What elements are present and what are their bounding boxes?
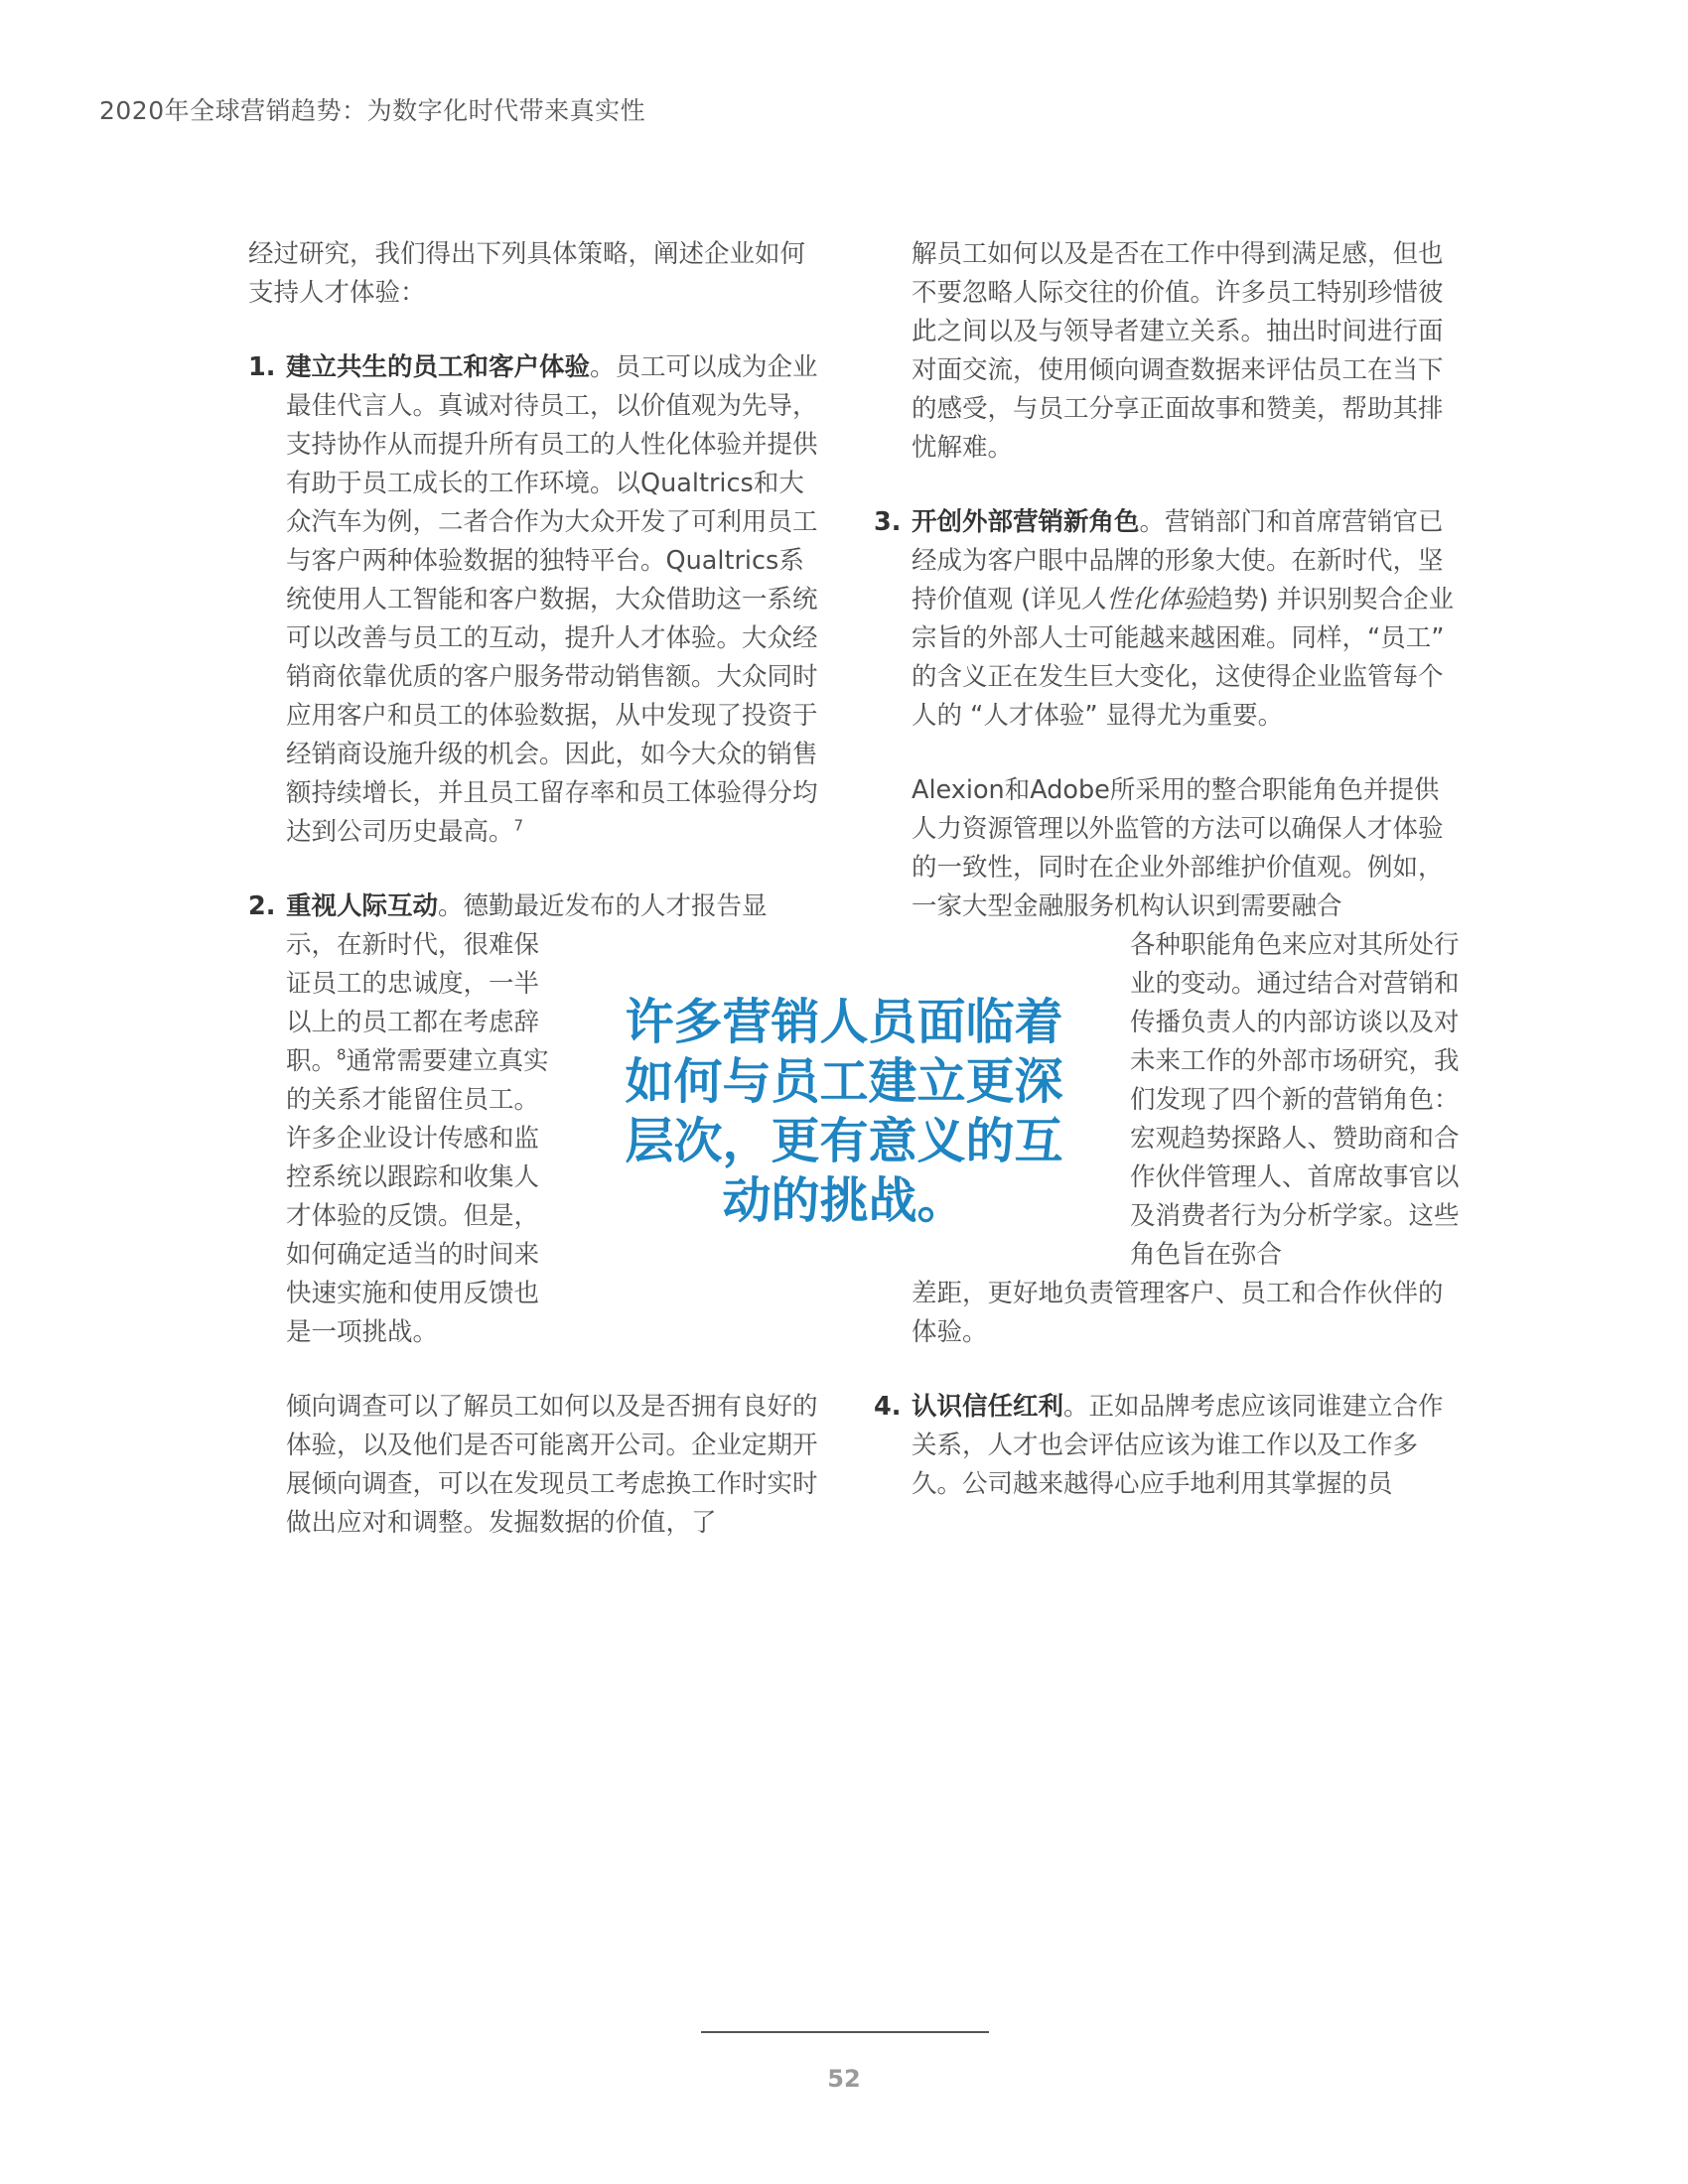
item-body: 通常需要建立真实的关系才能留住员工。许多企业设计传感和监控系统以跟踪和收集人才体验的反馈。但是，如何确定适当的时间来快速实施和使用反馈也是一项挑战。 [286,1046,549,1347]
item-heading: 建立共生的员工和客户体验 [286,352,591,382]
item-number: 2. [248,891,276,921]
item-3-paragraph-2-lead: Alexion和Adobe所采用的整合职能角色并提供人力资源管理以外监管的方法可以确保人才体验的一致性，同时在企业外部维护价值观。例如，一家大型金融服务机构认识到需要融合 [912,775,1444,921]
item-body-italic: 人性化体验 [1081,585,1208,614]
list-item-2-continued [874,235,1460,468]
intro-paragraph: 经过研究，我们得出下列具体策略，阐述企业如何支持人才体验： [248,239,806,308]
running-header: 2020年全球营销趋势：为数字化时代带来真实性 [99,96,646,125]
item-3-paragraph-2-tail: 差距，更好地负责管理客户、员工和合作伙伴的体验。 [912,1279,1444,1347]
item-3-paragraph-2-wrapped: 各种职能角色来应对其所处行业的变动。通过结合对营销和传播负责人的内部访谈以及对未来工作的外部市场研究，我们发现了四个新的营销角色：宏观趋势探路人、赞助商和合作伙伴管理人、首席故事官以及消费者行为分析学家。这些角色旨在弥合 [1130,930,1460,1270]
item-body: 示，在新时代，很难保证员工的忠诚度，一半以上的员工都在考虑辞职。 [286,930,540,1076]
item-2-paragraph-3: 解员工如何以及是否在工作中得到满足感，但也不要忽略人际交往的价值。许多员工特别珍惜彼此之间以及与领导者建立关系。抽出时间进行面对面交流，使用倾向调查数据来评估员工在当下的感受，与员工分享正面故事和赞美，帮助其排忧解难。 [912,239,1444,463]
item-heading: 开创外部营销新角色 [912,507,1140,537]
item-number: 4. [874,1392,902,1422]
item-4-text [912,1388,1460,1504]
item-2-paragraph-2: 倾向调查可以了解员工如何以及是否拥有良好的体验，以及他们是否可能离开公司。企业定期开展倾向调查，可以在发现员工考虑换工作时实时做出应对和调整。发掘数据的价值，了 [286,1392,818,1538]
item-heading: 认识信任红利 [912,1392,1064,1422]
left-column [248,235,824,1543]
item-1-text [286,348,824,852]
item-3-text [912,503,1460,736]
item-2-wrapped-text [286,926,556,1352]
list-item-4 [874,1388,1460,1504]
item-2-lead [286,887,824,926]
item-body: 。德勤最近发布的人才报告显 [438,891,768,921]
item-number: 1. [248,352,276,382]
page-number: 52 [827,2065,861,2093]
pull-quote: 许多营销人员面临着如何与员工建立更深层次，更有意义的互动的挑战。 [625,994,1063,1229]
list-item-1 [248,348,824,852]
item-number: 3. [874,507,902,537]
item-heading: 重视人际互动 [286,891,439,921]
footnote-ref: 8 [337,1045,347,1064]
footer-divider [701,2031,989,2033]
right-column [874,235,1460,1504]
item-body: 。正如品牌考虑应该同谁建立合作关系，人才也会评估应该为谁工作以及工作多久。公司越来越得心应手地利用其掌握的员 [912,1392,1444,1499]
footnote-ref: 7 [513,816,524,835]
item-body: 趋势) 并识别契合企业宗旨的外部人士可能越来越困难。同样，“员工” 的含义正在发生巨大变化，这使得企业监管每个人的 “人才体验” 显得尤为重要。 [912,585,1455,731]
item-body: 。营销部门和首席营销官已经成为客户眼中品牌的形象大使。在新时代，坚持价值观 (详见 [912,507,1444,614]
item-body: 。员工可以成为企业最佳代言人。真诚对待员工，以价值观为先导，支持协作从而提升所有员工的人性化体验并提供有助于员工成长的工作环境。以Qualtrics和大众汽车为例，二者合作为大众开发了可利用员工与客户两种体验数据的独特平台。Qualtrics系统使用人工智能和客户数据，大众借助这一系统可以改善与员工的互动，提升人才体验。大众经销商依靠优质的客户服务带动销售额。大众同时应用客户和员工的体验数据，从中发现了投资于经销商设施升级的机会。因此，如今大众的销售额持续增长，并且员工留存率和员工体验得分均达到公司历史最高。 [286,352,818,847]
